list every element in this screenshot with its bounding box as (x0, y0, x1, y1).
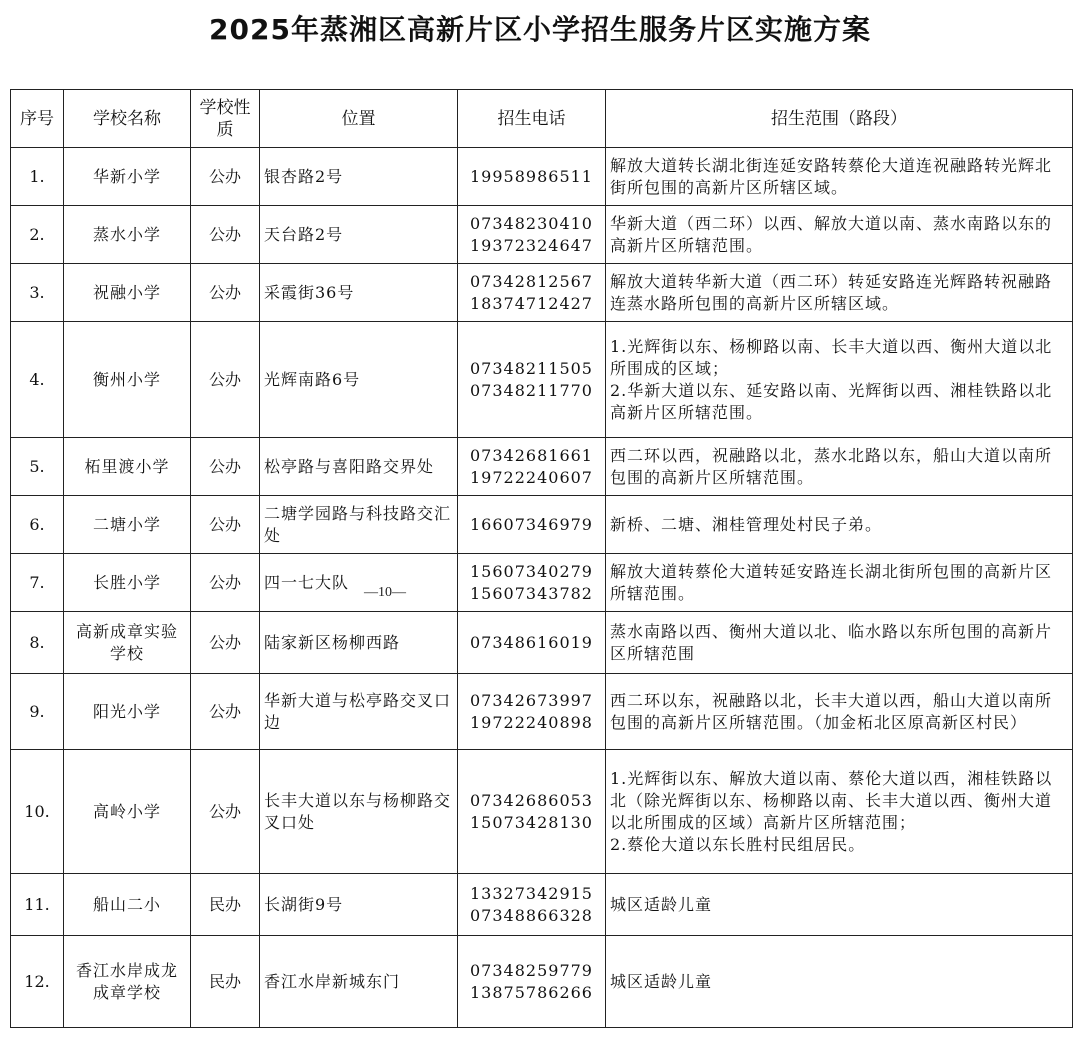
table-row (11, 936, 1073, 1028)
cell-phone: 07342686053 15073428130 (458, 750, 606, 874)
cell-phone: 15607340279 15607343782 (458, 554, 606, 612)
cell-range: 新桥、二塘、湘桂管理处村民子弟。 (606, 496, 1073, 554)
header-phone: 招生电话 (458, 90, 606, 148)
cell-no: 11. (11, 874, 64, 936)
cell-school-name: 长胜小学 (64, 554, 191, 612)
table-row (11, 496, 1073, 554)
cell-phone: 07342673997 19722240898 (458, 674, 606, 750)
cell-phone: 07348211505 07348211770 (458, 322, 606, 438)
header-row (11, 90, 1073, 148)
cell-no: 12. (11, 936, 64, 1028)
cell-location: 银杏路2号 (260, 148, 458, 206)
cell-location: 松亭路与喜阳路交界处 (260, 438, 458, 496)
cell-location: 二塘学园路与科技路交汇处 (260, 496, 458, 554)
cell-location: 华新大道与松亭路交叉口边 (260, 674, 458, 750)
table-row (11, 750, 1073, 874)
cell-phone: 07342812567 18374712427 (458, 264, 606, 322)
cell-phone: 07348259779 13875786266 (458, 936, 606, 1028)
cell-location: 长湖街9号 (260, 874, 458, 936)
cell-school-type: 公办 (191, 750, 260, 874)
cell-no: 2. (11, 206, 64, 264)
cell-no: 1. (11, 148, 64, 206)
cell-phone: 07348616019 (458, 612, 606, 674)
cell-phone: 16607346979 (458, 496, 606, 554)
table-row (11, 438, 1073, 496)
table-row (11, 264, 1073, 322)
cell-school-name: 香江水岸成龙成章学校 (64, 936, 191, 1028)
cell-no: 9. (11, 674, 64, 750)
table-row (11, 612, 1073, 674)
cell-location: 采霞街36号 (260, 264, 458, 322)
table-row (11, 554, 1073, 612)
cell-school-name: 高新成章实验学校 (64, 612, 191, 674)
header-type: 学校性质 (191, 90, 260, 148)
cell-no: 5. (11, 438, 64, 496)
cell-location: 四一七大队 (260, 554, 458, 612)
table-row (11, 148, 1073, 206)
page-title: 2025年蒸湘区高新片区小学招生服务片区实施方案 (209, 13, 871, 46)
cell-school-type: 公办 (191, 148, 260, 206)
cell-school-type: 公办 (191, 496, 260, 554)
page-number: —10— (364, 585, 406, 600)
table-row (11, 322, 1073, 438)
cell-no: 4. (11, 322, 64, 438)
cell-range: 城区适龄儿童 (606, 936, 1073, 1028)
cell-school-name: 衡州小学 (64, 322, 191, 438)
cell-phone: 13327342915 07348866328 (458, 874, 606, 936)
cell-school-type: 公办 (191, 206, 260, 264)
cell-range: 城区适龄儿童 (606, 874, 1073, 936)
cell-no: 3. (11, 264, 64, 322)
cell-school-name: 高岭小学 (64, 750, 191, 874)
cell-school-name: 船山二小 (64, 874, 191, 936)
cell-school-name: 阳光小学 (64, 674, 191, 750)
cell-school-type: 民办 (191, 874, 260, 936)
cell-no: 6. (11, 496, 64, 554)
cell-range: 解放大道转蔡伦大道转延安路连长湖北街所包围的高新片区所辖范围。 (606, 554, 1073, 612)
cell-school-name: 华新小学 (64, 148, 191, 206)
cell-school-name: 蒸水小学 (64, 206, 191, 264)
cell-no: 10. (11, 750, 64, 874)
cell-range: 华新大道（西二环）以西、解放大道以南、蒸水南路以东的高新片区所辖范围。 (606, 206, 1073, 264)
cell-range: 1.光辉街以东、解放大道以南、蔡伦大道以西，湘桂铁路以北（除光辉街以东、杨柳路以南、长丰大道以西、衡州大道以北所围成的区域）高新片区所辖范围； 2.蔡伦大道以东长胜村民组居民。 (606, 750, 1073, 874)
cell-phone: 19958986511 (458, 148, 606, 206)
cell-no: 7. (11, 554, 64, 612)
table-row (11, 206, 1073, 264)
cell-school-name: 祝融小学 (64, 264, 191, 322)
cell-school-name: 二塘小学 (64, 496, 191, 554)
header-name: 学校名称 (64, 90, 191, 148)
cell-school-type: 公办 (191, 322, 260, 438)
cell-location: 天台路2号 (260, 206, 458, 264)
header-range: 招生范围（路段） (606, 90, 1073, 148)
cell-phone: 07342681661 19722240607 (458, 438, 606, 496)
enrollment-table (10, 89, 1073, 1028)
cell-school-type: 公办 (191, 554, 260, 612)
cell-range: 西二环以西，祝融路以北，蒸水北路以东，船山大道以南所包围的高新片区所辖范围。 (606, 438, 1073, 496)
cell-school-type: 公办 (191, 612, 260, 674)
cell-location: 光辉南路6号 (260, 322, 458, 438)
cell-range: 解放大道转华新大道（西二环）转延安路连光辉路转祝融路连蒸水路所包围的高新片区所辖区域。 (606, 264, 1073, 322)
table-row (11, 674, 1073, 750)
cell-location: 陆家新区杨柳西路 (260, 612, 458, 674)
cell-location: 长丰大道以东与杨柳路交叉口处 (260, 750, 458, 874)
cell-phone: 07348230410 19372324647 (458, 206, 606, 264)
cell-school-type: 公办 (191, 438, 260, 496)
cell-location: 香江水岸新城东门 (260, 936, 458, 1028)
cell-no: 8. (11, 612, 64, 674)
cell-range: 蒸水南路以西、衡州大道以北、临水路以东所包围的高新片区所辖范围 (606, 612, 1073, 674)
cell-school-type: 民办 (191, 936, 260, 1028)
header-no: 序号 (11, 90, 64, 148)
cell-school-type: 公办 (191, 674, 260, 750)
table-row (11, 874, 1073, 936)
cell-school-name: 柘里渡小学 (64, 438, 191, 496)
cell-range: 西二环以东，祝融路以北，长丰大道以西，船山大道以南所包围的高新片区所辖范围。（加金柘北区原高新区村民） (606, 674, 1073, 750)
cell-range: 解放大道转长湖北街连延安路转蔡伦大道连祝融路转光辉北街所包围的高新片区所辖区域。 (606, 148, 1073, 206)
cell-school-type: 公办 (191, 264, 260, 322)
cell-range: 1.光辉街以东、杨柳路以南、长丰大道以西、衡州大道以北所围成的区域； 2.华新大道以东、延安路以南、光辉街以西、湘桂铁路以北高新片区所辖范围。 (606, 322, 1073, 438)
header-location: 位置 (260, 90, 458, 148)
